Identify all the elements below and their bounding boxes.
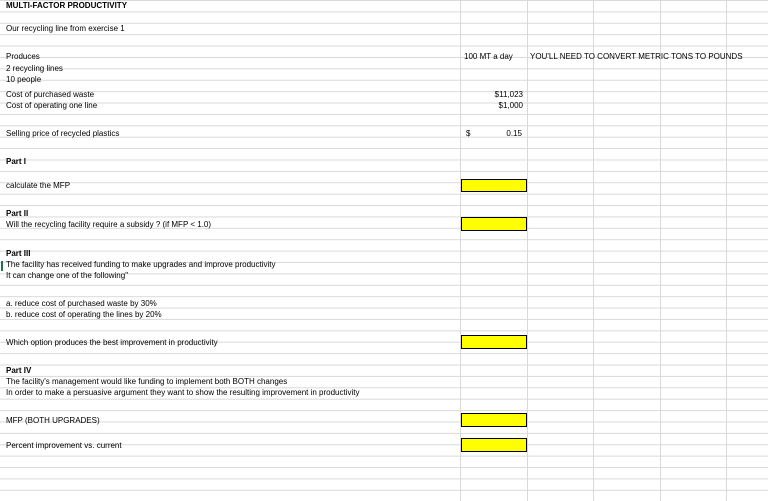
part2-heading[interactable]: Part II xyxy=(6,209,29,218)
price-label[interactable]: Selling price of recycled plastics xyxy=(6,129,120,138)
part3-line2[interactable]: It can change one of the following" xyxy=(6,271,129,280)
produces-value[interactable]: 100 MT a day xyxy=(464,52,513,61)
lines-label[interactable]: 2 recycling lines xyxy=(6,64,63,73)
column-divider xyxy=(660,0,661,501)
part4-line2[interactable]: In order to make a persuasive argument they want to show the resulting improvement in productivity xyxy=(6,388,360,397)
operating-label[interactable]: Cost of operating one line xyxy=(6,101,98,110)
price-value[interactable]: 0.15 xyxy=(506,129,522,138)
part1-answer-cell[interactable] xyxy=(461,179,527,192)
produces-label[interactable]: Produces xyxy=(6,52,40,61)
convert-note[interactable]: YOU'LL NEED TO CONVERT METRIC TONS TO POUNDS xyxy=(530,52,743,61)
part3-line1[interactable]: The facility has received funding to make upgrades and improve productivity xyxy=(6,260,276,269)
selection-indicator xyxy=(1,261,3,271)
waste-value[interactable]: $11,023 xyxy=(494,90,523,99)
part4-line1[interactable]: The facility's management would like funding to implement both BOTH changes xyxy=(6,377,288,386)
part3-heading[interactable]: Part III xyxy=(6,249,31,258)
sheet-title[interactable]: MULTI-FACTOR PRODUCTIVITY xyxy=(6,1,128,10)
operating-value[interactable]: $1,000 xyxy=(498,101,523,110)
option-b[interactable]: b. reduce cost of operating the lines by 20% xyxy=(6,310,162,319)
part3-question[interactable]: Which option produces the best improvement in productivity xyxy=(6,338,218,347)
part3-answer-cell[interactable] xyxy=(461,335,527,349)
waste-label[interactable]: Cost of purchased waste xyxy=(6,90,95,99)
percent-improvement-label[interactable]: Percent improvement vs. current xyxy=(6,441,122,450)
column-divider xyxy=(527,0,528,501)
part1-task[interactable]: calculate the MFP xyxy=(6,181,71,190)
percent-improvement-answer-cell[interactable] xyxy=(461,438,527,452)
part2-answer-cell[interactable] xyxy=(461,217,527,231)
mfp-both-label[interactable]: MFP (BOTH UPGRADES) xyxy=(6,416,100,425)
part4-heading[interactable]: Part IV xyxy=(6,366,32,375)
column-divider xyxy=(593,0,594,501)
price-currency[interactable]: $ xyxy=(466,129,471,138)
people-label[interactable]: 10 people xyxy=(6,75,42,84)
mfp-both-answer-cell[interactable] xyxy=(461,413,527,427)
part1-heading[interactable]: Part I xyxy=(6,157,27,166)
part2-question[interactable]: Will the recycling facility require a subsidy ? (if MFP < 1.0) xyxy=(6,220,212,229)
option-a[interactable]: a. reduce cost of purchased waste by 30% xyxy=(6,299,157,308)
column-divider xyxy=(726,0,727,501)
sheet-subtitle[interactable]: Our recycling line from exercise 1 xyxy=(6,24,125,33)
